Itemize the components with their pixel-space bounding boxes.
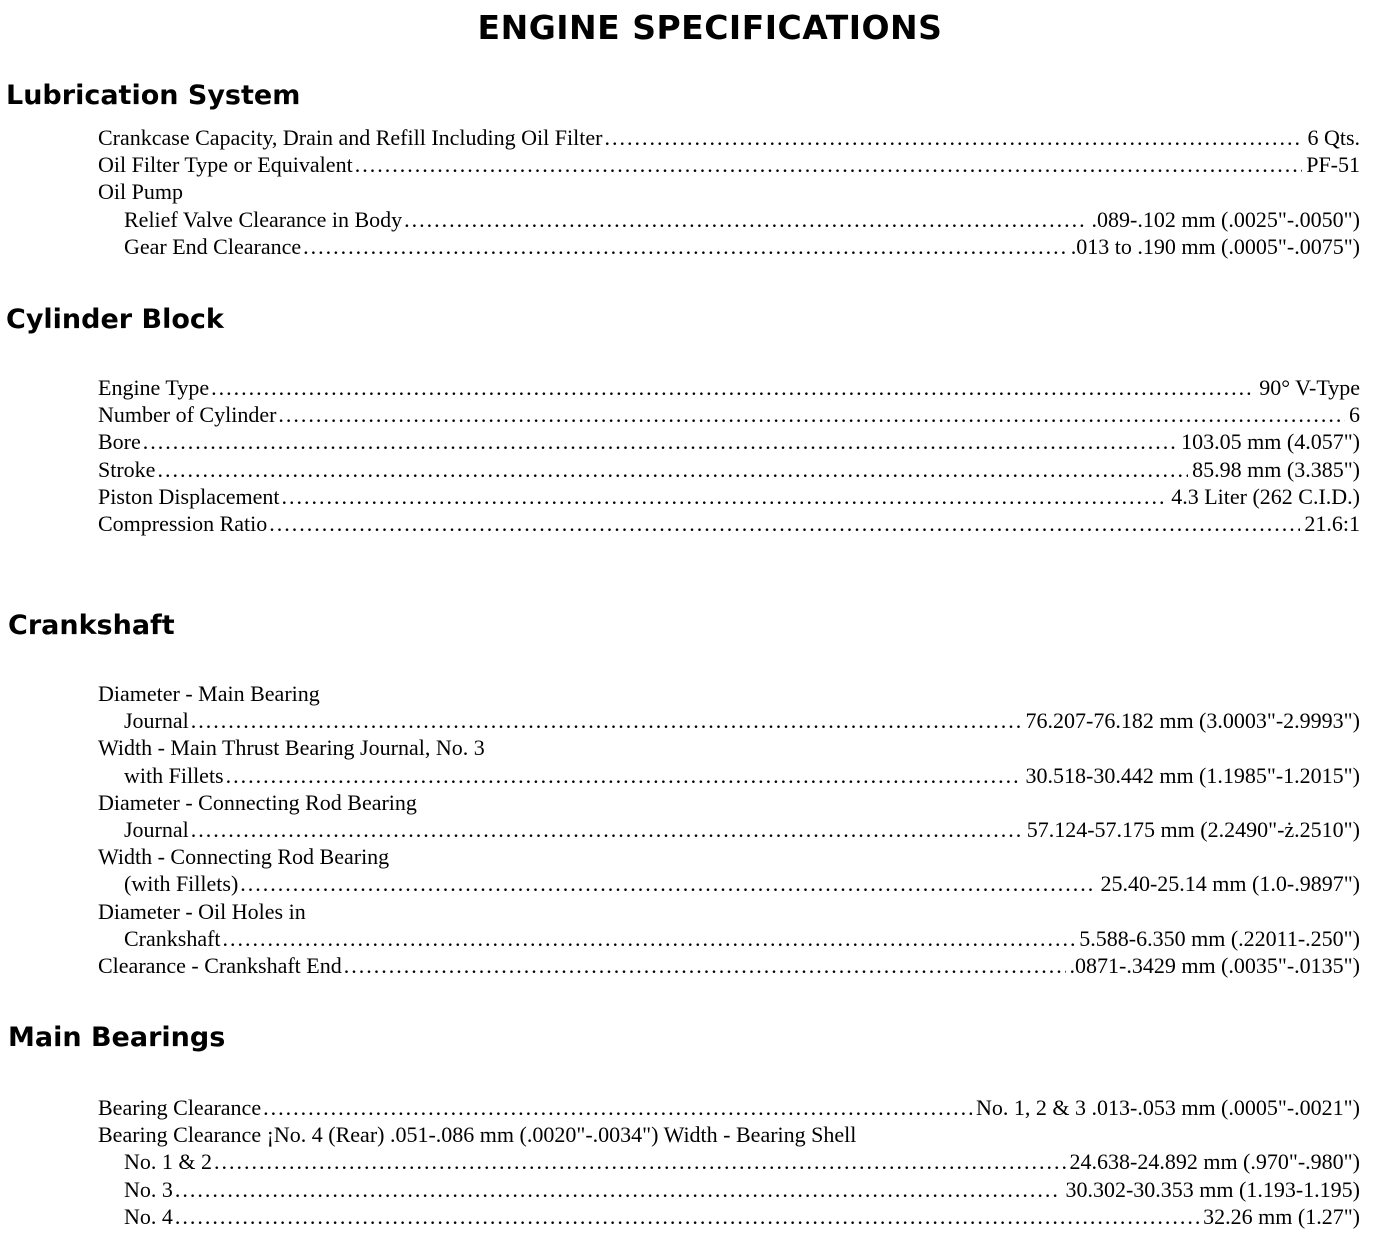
spec-row xyxy=(98,843,1360,870)
spec-label: Bearing Clearance ¡No. 4 (Rear) .051-.086 mm (.0020"-.0034") Width - Bearing Shell xyxy=(98,1122,857,1148)
spec-row xyxy=(98,1176,1360,1203)
spec-label: Journal xyxy=(124,708,189,734)
spec-value: 6 xyxy=(1349,402,1360,428)
spec-value: 24.638-24.892 mm (.970"-.980") xyxy=(1069,1149,1360,1175)
dot-leader xyxy=(223,925,1076,952)
spec-row xyxy=(98,151,1360,178)
spec-value: 85.98 mm (3.385") xyxy=(1192,456,1360,482)
spec-row xyxy=(98,762,1360,789)
spec-label: Piston Displacement xyxy=(98,483,280,509)
spec-label: Stroke xyxy=(98,456,156,482)
dot-leader xyxy=(263,1094,972,1121)
spec-label: No. 4 xyxy=(124,1203,173,1229)
spec-row xyxy=(98,789,1360,816)
dot-leader xyxy=(191,707,1022,734)
spec-value: 57.124-57.175 mm (2.2490"-ż.2510") xyxy=(1026,816,1360,842)
section-heading-main-bearings: Main Bearings xyxy=(8,1022,226,1053)
spec-value: .089-.102 mm (.0025"-.0050") xyxy=(1091,206,1360,232)
spec-row xyxy=(98,734,1360,761)
spec-label: with Fillets xyxy=(124,762,224,788)
dot-leader xyxy=(278,401,1345,428)
dot-leader xyxy=(175,1203,1199,1230)
spec-row xyxy=(98,124,1360,151)
spec-label: Width - Connecting Rod Bearing xyxy=(98,844,390,870)
dot-leader xyxy=(175,1176,1062,1203)
spec-row xyxy=(98,401,1360,428)
spec-value: 30.518-30.442 mm (1.1985"-1.2015") xyxy=(1025,762,1360,788)
spec-row xyxy=(98,1148,1360,1175)
spec-label: Journal xyxy=(124,816,189,842)
cylinder-block-spec-list xyxy=(98,374,1360,537)
spec-label: Crankshaft xyxy=(124,925,221,951)
spec-value: 30.302-30.353 mm (1.193-1.195) xyxy=(1065,1176,1360,1202)
spec-value: 90° V-Type xyxy=(1259,375,1360,400)
spec-label: Gear End Clearance xyxy=(124,233,302,259)
spec-row xyxy=(98,428,1360,455)
dot-leader xyxy=(355,151,1303,178)
spec-value: 32.26 mm (1.27") xyxy=(1203,1203,1360,1229)
spec-label: Engine Type xyxy=(98,375,210,400)
spec-row xyxy=(98,952,1360,979)
spec-label: No. 1 & 2 xyxy=(124,1149,212,1175)
spec-label: Relief Valve Clearance in Body xyxy=(124,206,403,232)
spec-row xyxy=(98,707,1360,734)
spec-row xyxy=(98,233,1360,260)
spec-label: Diameter - Main Bearing xyxy=(98,681,320,706)
dot-leader xyxy=(404,206,1087,233)
spec-row xyxy=(98,870,1360,897)
spec-row xyxy=(98,456,1360,483)
spec-row xyxy=(98,178,1360,205)
section-heading-lubrication: Lubrication System xyxy=(6,80,301,111)
spec-row xyxy=(98,374,1360,401)
dot-leader xyxy=(240,870,1096,897)
spec-value: .0871-.3429 mm (.0035"-.0135") xyxy=(1069,952,1360,978)
spec-value: .013 to .190 mm (.0005"-.0075") xyxy=(1070,233,1360,259)
dot-leader xyxy=(281,483,1167,510)
crankshaft-spec-list xyxy=(98,680,1360,979)
spec-row xyxy=(98,206,1360,233)
spec-label: Width - Main Thrust Bearing Journal, No. 3 xyxy=(98,735,485,761)
page-title: ENGINE SPECIFICATIONS xyxy=(477,8,943,47)
spec-value: No. 1, 2 & 3 .013-.053 mm (.0005"-.0021") xyxy=(976,1095,1360,1120)
dot-leader xyxy=(211,374,1255,401)
spec-label: Compression Ratio xyxy=(98,510,268,536)
main-bearings-spec-list xyxy=(98,1094,1360,1230)
spec-label: Diameter - Oil Holes in xyxy=(98,898,306,924)
spec-label: (with Fillets) xyxy=(124,871,239,897)
spec-label: Number of Cylinder xyxy=(98,402,277,428)
dot-leader xyxy=(191,816,1023,843)
dot-leader xyxy=(604,124,1303,151)
spec-row xyxy=(98,898,1360,925)
spec-value: 76.207-76.182 mm (3.0003"-2.9993") xyxy=(1025,708,1360,734)
spec-row xyxy=(98,510,1360,537)
spec-row xyxy=(98,816,1360,843)
dot-leader xyxy=(143,428,1177,455)
dot-leader xyxy=(214,1148,1066,1175)
spec-value: 103.05 mm (4.057") xyxy=(1181,429,1360,455)
lubrication-spec-list xyxy=(98,124,1360,260)
spec-row xyxy=(98,925,1360,952)
spec-value: 5.588-6.350 mm (.22011-.250") xyxy=(1079,925,1360,951)
section-heading-crankshaft: Crankshaft xyxy=(8,610,175,641)
spec-label: Clearance - Crankshaft End xyxy=(98,952,342,978)
spec-label: Bearing Clearance xyxy=(98,1095,262,1120)
dot-leader xyxy=(303,233,1067,260)
spec-row xyxy=(98,1121,1360,1148)
spec-row xyxy=(98,483,1360,510)
dot-leader xyxy=(157,456,1188,483)
spec-value: 4.3 Liter (262 C.I.D.) xyxy=(1171,483,1360,509)
spec-label: Oil Filter Type or Equivalent xyxy=(98,152,353,178)
section-heading-cylinder-block: Cylinder Block xyxy=(6,304,224,335)
spec-value: 6 Qts. xyxy=(1307,125,1360,150)
spec-label: No. 3 xyxy=(124,1176,173,1202)
spec-value: 25.40-25.14 mm (1.0-.9897") xyxy=(1100,871,1360,897)
spec-row xyxy=(98,680,1360,707)
spec-value: PF-51 xyxy=(1306,152,1360,178)
spec-label: Crankcase Capacity, Drain and Refill Including Oil Filter xyxy=(98,125,603,150)
spec-label: Diameter - Connecting Rod Bearing xyxy=(98,789,417,815)
spec-label: Oil Pump xyxy=(98,179,183,205)
dot-leader xyxy=(226,762,1022,789)
spec-row xyxy=(98,1094,1360,1121)
spec-row xyxy=(98,1203,1360,1230)
dot-leader xyxy=(344,952,1066,979)
dot-leader xyxy=(269,510,1300,537)
spec-label: Bore xyxy=(98,429,141,455)
spec-value: 21.6:1 xyxy=(1304,510,1360,536)
